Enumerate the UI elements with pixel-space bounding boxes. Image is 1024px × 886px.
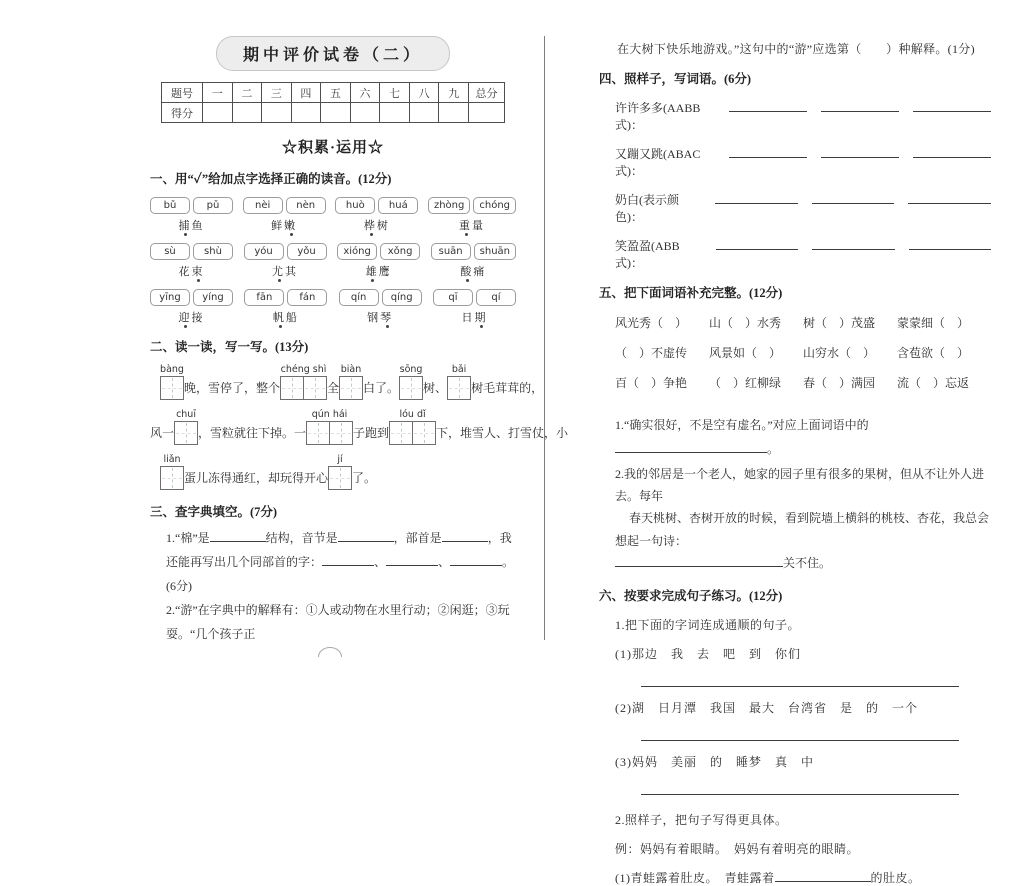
score-header-cell: 二 [232, 83, 262, 103]
fill-blank [775, 870, 871, 882]
word-pattern-row [599, 191, 991, 225]
write-unit: bǎi [447, 364, 471, 400]
write-unit: jí [328, 454, 352, 490]
write-line-text: 了。 [352, 471, 377, 485]
title-row [150, 36, 516, 71]
character-grid-box [389, 421, 413, 445]
phrase: 流（ ）忘返 [897, 376, 970, 390]
write-line-text: ，雪粒就往下掉。一 [198, 426, 307, 440]
score-header-cell: 六 [350, 83, 380, 103]
character-grid-box [160, 376, 184, 400]
write-unit: biàn [339, 364, 363, 400]
fill-blank [338, 530, 394, 542]
target-word: 雄鹰 [365, 266, 392, 278]
write-line-text: 树毛茸茸的， [471, 381, 544, 395]
answer-line [641, 686, 959, 687]
fill-blank [715, 192, 798, 204]
phrase: 山穷水（ ） [803, 346, 876, 360]
pinyin-option: shuān [474, 243, 516, 260]
question1-heading: 一、用“✓”给加点字选择正确的读音。(12分) [150, 172, 392, 186]
question3-item1: 1.“棉”是 结构，音节是 ，部首是 ，我还能再写出几个同部首的字： 、 、 。(6分) [166, 531, 515, 593]
score-header-cell: 五 [321, 83, 351, 103]
question4-heading: 四、照样子，写词语。(6分) [599, 72, 752, 86]
question5-heading: 五、把下面词语补充完整。(12分) [599, 286, 783, 300]
fill-blank [450, 554, 502, 566]
pinyin-choice-group [150, 289, 233, 325]
fill-blank [821, 146, 899, 158]
score-table [161, 82, 505, 123]
pinyin-choice-group [433, 289, 516, 325]
write-unit: sōng [399, 364, 423, 400]
pattern-label: 笑盈盈(ABB式)： [615, 239, 680, 270]
fill-blank [442, 530, 488, 542]
write-unit: bàng [160, 364, 184, 400]
pinyin-option: zhòng [428, 197, 470, 214]
question3-continuation: 在大树下快乐地游戏。”这句中的“游”应选第（ ）种解释。(1分) [617, 42, 975, 56]
phrase: 蒙蒙细（ ） [897, 316, 970, 330]
fill-blank [615, 555, 783, 567]
paper-title: 期中评价试卷（二） [216, 36, 450, 71]
pinyin-choice-group [244, 243, 327, 279]
pinyin-choice-group [243, 197, 326, 233]
scan-fold-mark [318, 647, 342, 657]
pinyin-option: sù [150, 243, 190, 260]
score-empty-cell [262, 103, 292, 123]
right-page [599, 40, 991, 886]
score-empty-cell [350, 103, 380, 123]
fill-blank [812, 192, 895, 204]
pinyin-choice-group [337, 243, 420, 279]
pinyin-row-1 [150, 197, 516, 233]
fill-blank [615, 441, 767, 453]
character-grid-box [160, 466, 184, 490]
pinyin-option: qín [339, 289, 379, 306]
fill-blank [386, 554, 438, 566]
page-divider-line [544, 36, 545, 640]
pinyin-option: huá [378, 197, 418, 214]
write-unit: chéng shì [280, 364, 327, 400]
target-word: 鲜嫩 [271, 220, 298, 232]
pinyin-option: qíng [382, 289, 422, 306]
fill-blank [729, 100, 807, 112]
target-word: 钢琴 [367, 312, 394, 324]
write-unit: chuī [174, 409, 198, 445]
write-line-text: 白了。 [363, 381, 400, 395]
character-grid-box [447, 376, 471, 400]
pinyin-option: yīng [150, 289, 190, 306]
character-grid-box [306, 421, 330, 445]
pinyin-option: nèn [286, 197, 326, 214]
fill-blank [909, 238, 991, 250]
score-empty-cell [232, 103, 262, 123]
fill-blank [908, 192, 991, 204]
write-line-text: 晚，雪停了，整个 [184, 381, 281, 395]
character-grid-box [328, 466, 352, 490]
left-page [150, 36, 569, 657]
question6-example: 例：妈妈有着眼睛。 妈妈有着明亮的眼睛。 [615, 841, 860, 856]
phrase: 树（ ）茂盛 [803, 316, 876, 330]
phrase-row [599, 314, 991, 331]
fill-blank [913, 146, 991, 158]
pinyin-option: yǒu [287, 243, 327, 260]
write-line-text: 蛋儿冻得通红，却玩得开心 [184, 471, 329, 485]
phrase: （ ）红柳绿 [709, 376, 782, 390]
word-pattern-row [599, 237, 991, 271]
fill-blank [812, 238, 894, 250]
pinyin-option: huò [335, 197, 375, 214]
pinyin-option: qī [433, 289, 473, 306]
fill-blank [210, 530, 266, 542]
score-header-cell: 题号 [162, 83, 203, 103]
question5-item1: 1.“确实很好，不是空有虚名。”对应上面词语中的。 [615, 418, 869, 456]
phrase: 百（ ）争艳 [615, 376, 688, 390]
score-empty-cell [439, 103, 469, 123]
pinyin-option: chóng [473, 197, 516, 214]
section-banner: ☆积累·运用☆ [281, 140, 384, 156]
pinyin-choice-group [244, 289, 327, 325]
word-pattern-row [599, 99, 991, 133]
score-table-score-row [162, 103, 505, 123]
question3-item2: 2.“游”在字典中的解释有：①人或动物在水里行动；②闲逛；③玩耍。“几个孩子正 [166, 603, 510, 641]
write-line-2 [150, 409, 569, 445]
fill-blank [322, 554, 374, 566]
pinyin-option: bǔ [150, 197, 190, 214]
answer-line [641, 740, 959, 741]
target-word: 帆船 [272, 312, 299, 324]
pinyin-option: nèi [243, 197, 283, 214]
character-grid-box [303, 376, 327, 400]
word-scramble-3: (3)妈妈 美丽 的 睡梦 真 中 [615, 754, 814, 769]
write-line-text: 子跑到 [353, 426, 390, 440]
target-word: 重量 [458, 220, 485, 232]
write-line-text: 全 [327, 381, 340, 395]
answer-line [641, 794, 959, 795]
score-empty-cell [409, 103, 439, 123]
score-header-cell: 三 [262, 83, 292, 103]
target-word: 尤其 [272, 266, 299, 278]
pattern-label: 奶白(表示颜色)： [615, 193, 679, 224]
pinyin-option: yíng [193, 289, 233, 306]
question2-heading: 二、读一读，写一写。(13分) [150, 340, 309, 354]
phrase-row [599, 344, 991, 361]
character-grid-box [412, 421, 436, 445]
score-empty-cell [203, 103, 233, 123]
word-scramble-1: (1)那边 我 去 吧 到 你们 [615, 646, 801, 661]
phrase: 含苞欲（ ） [897, 346, 970, 360]
score-header-cell: 九 [439, 83, 469, 103]
target-word: 迎接 [178, 312, 205, 324]
write-line-1 [150, 364, 544, 400]
character-grid-box [399, 376, 423, 400]
score-header-cell: 四 [291, 83, 321, 103]
pinyin-choice-group [335, 197, 418, 233]
phrase: 风景如（ ） [709, 346, 782, 360]
pinyin-choice-group [339, 289, 422, 325]
write-line-text: 下，堆雪人、打雪仗，小 [436, 426, 569, 440]
character-grid-box [174, 421, 198, 445]
write-unit: qún hái [306, 409, 353, 445]
pinyin-option: fán [287, 289, 327, 306]
question6-heading: 六、按要求完成句子练习。(12分) [599, 588, 783, 603]
score-header-cell: 一 [203, 83, 233, 103]
fill-blank [821, 100, 899, 112]
pinyin-row-3 [150, 289, 516, 325]
character-grid-box [329, 421, 353, 445]
fill-blank [716, 238, 798, 250]
phrase: 山（ ）水秀 [709, 316, 782, 330]
target-word: 花束 [178, 266, 205, 278]
write-line-text: 风一 [150, 426, 175, 440]
pinyin-option: pǔ [193, 197, 233, 214]
write-line-3 [150, 454, 516, 490]
phrase: 风光秀（ ） [615, 316, 688, 330]
question6-sub2: 2.照样子，把句子写得更具体。 [615, 812, 788, 827]
fill-blank [729, 146, 807, 158]
pinyin-row-2 [150, 243, 516, 279]
pinyin-choice-group [428, 197, 516, 233]
pinyin-choice-group [150, 197, 233, 233]
pattern-label: 又蹦又跳(ABAC式)： [615, 147, 701, 178]
pattern-label: 许许多多(AABB式)： [615, 101, 701, 132]
pinyin-option: fān [244, 289, 284, 306]
pinyin-option: xǒng [380, 243, 420, 260]
fill-blank [913, 100, 991, 112]
score-empty-cell [469, 103, 505, 123]
pinyin-option: xióng [337, 243, 377, 260]
target-word: 日期 [461, 312, 488, 324]
score-empty-cell [380, 103, 410, 123]
write-unit: lóu dǐ [389, 409, 436, 445]
pinyin-option: shù [193, 243, 233, 260]
word-pattern-row [599, 145, 991, 179]
word-scramble-2: (2)湖 日月潭 我国 最大 台湾省 是 的 一个 [615, 700, 918, 715]
pinyin-option: qí [476, 289, 516, 306]
question6-sub1: 1.把下面的字词连成通顺的句子。 [615, 617, 801, 632]
score-header-cell: 七 [380, 83, 410, 103]
target-word: 酸痛 [460, 266, 487, 278]
target-word: 捕鱼 [178, 220, 205, 232]
write-unit: liǎn [160, 454, 184, 490]
score-header-cell: 总分 [469, 83, 505, 103]
score-table-header-row [162, 83, 505, 103]
question3-heading: 三、查字典填空。(7分) [150, 505, 278, 519]
write-line-text: 树、 [423, 381, 448, 395]
pinyin-option: yóu [244, 243, 284, 260]
target-word: 桦树 [363, 220, 390, 232]
score-row-label: 得分 [162, 103, 203, 123]
character-grid-box [339, 376, 363, 400]
character-grid-box [280, 376, 304, 400]
pinyin-choice-group [150, 243, 233, 279]
phrase: （ ）不虚传 [615, 346, 688, 360]
pinyin-choice-group [431, 243, 516, 279]
pinyin-option: suān [431, 243, 471, 260]
score-empty-cell [291, 103, 321, 123]
question6-item1: (1)青蛙露着肚皮。 青蛙露着 的肚皮。 [615, 870, 921, 885]
phrase: 春（ ）满园 [803, 376, 876, 390]
question5-item2: 2.我的邻居是一个老人，她家的园子里有很多的果树，但从不让外人进去。每年 春天桃树、杏树开放的时候，看到院墙上横斜的桃枝、杏花，我总会想起一句诗： 关不住。 [615, 467, 990, 570]
score-header-cell: 八 [409, 83, 439, 103]
phrase-row [599, 374, 991, 391]
score-empty-cell [321, 103, 351, 123]
